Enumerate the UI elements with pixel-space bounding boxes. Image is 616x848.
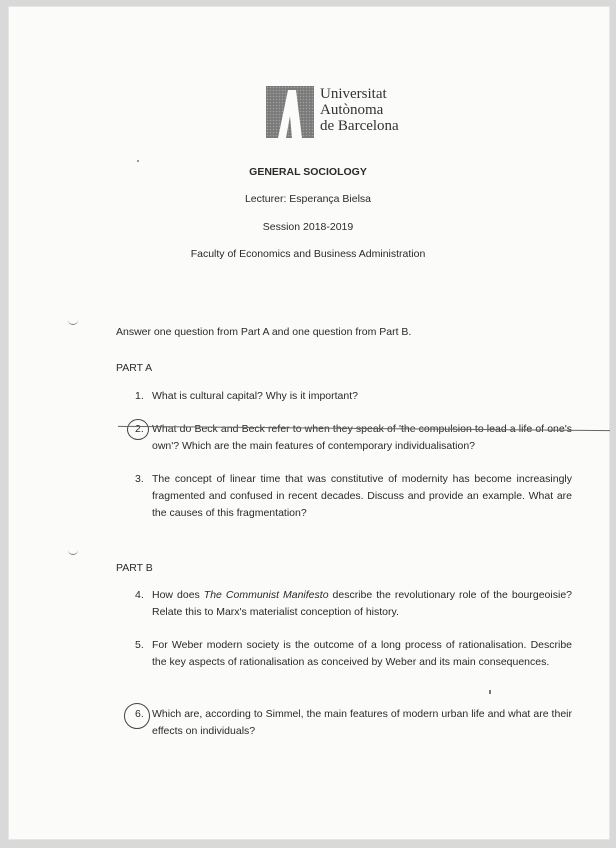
pen-dot [489,690,491,694]
part-b-heading: PART B [116,562,153,574]
university-line-1: Universitat [320,86,387,102]
university-line-2: Autònoma [320,102,384,118]
faculty: Faculty of Economics and Business Administration [190,248,426,260]
question-text: What is cultural capital? Why is it important? [152,390,358,402]
question-4 [135,587,572,621]
course-title: GENERAL SOCIOLOGY [249,166,367,178]
question-text [152,587,572,621]
uab-logo-icon [266,86,314,138]
handwritten-circle-q2 [127,419,149,440]
question-text: Which are, according to Simmel, the main features of modern urban life and what are their effects on individuals? [152,708,572,737]
university-name [320,86,399,134]
question-number: 2. [135,423,144,435]
question-number: 4. [135,589,144,601]
university-line-3: de Barcelona [320,118,399,134]
speck [137,160,139,162]
question-text-pre: How does [152,589,204,601]
question-text: What do Beck and Beck refer to when they speak of 'the compulsion to lead a life of one's own'? Which are the main features of contemporary individualisation? [152,423,572,452]
question-number: 6. [135,708,144,720]
question-5 [135,637,572,671]
question-text: The concept of linear time that was constitutive of modernity has become increasingly fragmented and confused in recent decades. Discuss and provide an example. What are the causes of this fragmentation? [152,473,572,519]
book-title: The Communist Manifesto [203,589,329,601]
lecturer: Lecturer: Esperança Bielsa [244,193,372,205]
question-3 [135,471,572,522]
session: Session 2018-2019 [262,221,354,233]
question-text-post: describe the revolutionary role of the bourgeoisie? Relate this to Marx's materialist conception of history. [152,589,572,618]
instructions: Answer one question from Part A and one question from Part B. [116,326,412,338]
question-text: For Weber modern society is the outcome of a long process of rationalisation. Describe the key aspects of rationalisation as conceived by Weber and its main consequences. [152,639,572,668]
part-a-heading: PART A [116,362,153,374]
handwritten-circle-q6 [124,703,150,729]
question-1 [135,388,572,405]
question-number: 3. [135,473,144,485]
question-number: 5. [135,639,144,651]
question-6 [135,706,572,740]
question-number: 1. [135,390,144,402]
